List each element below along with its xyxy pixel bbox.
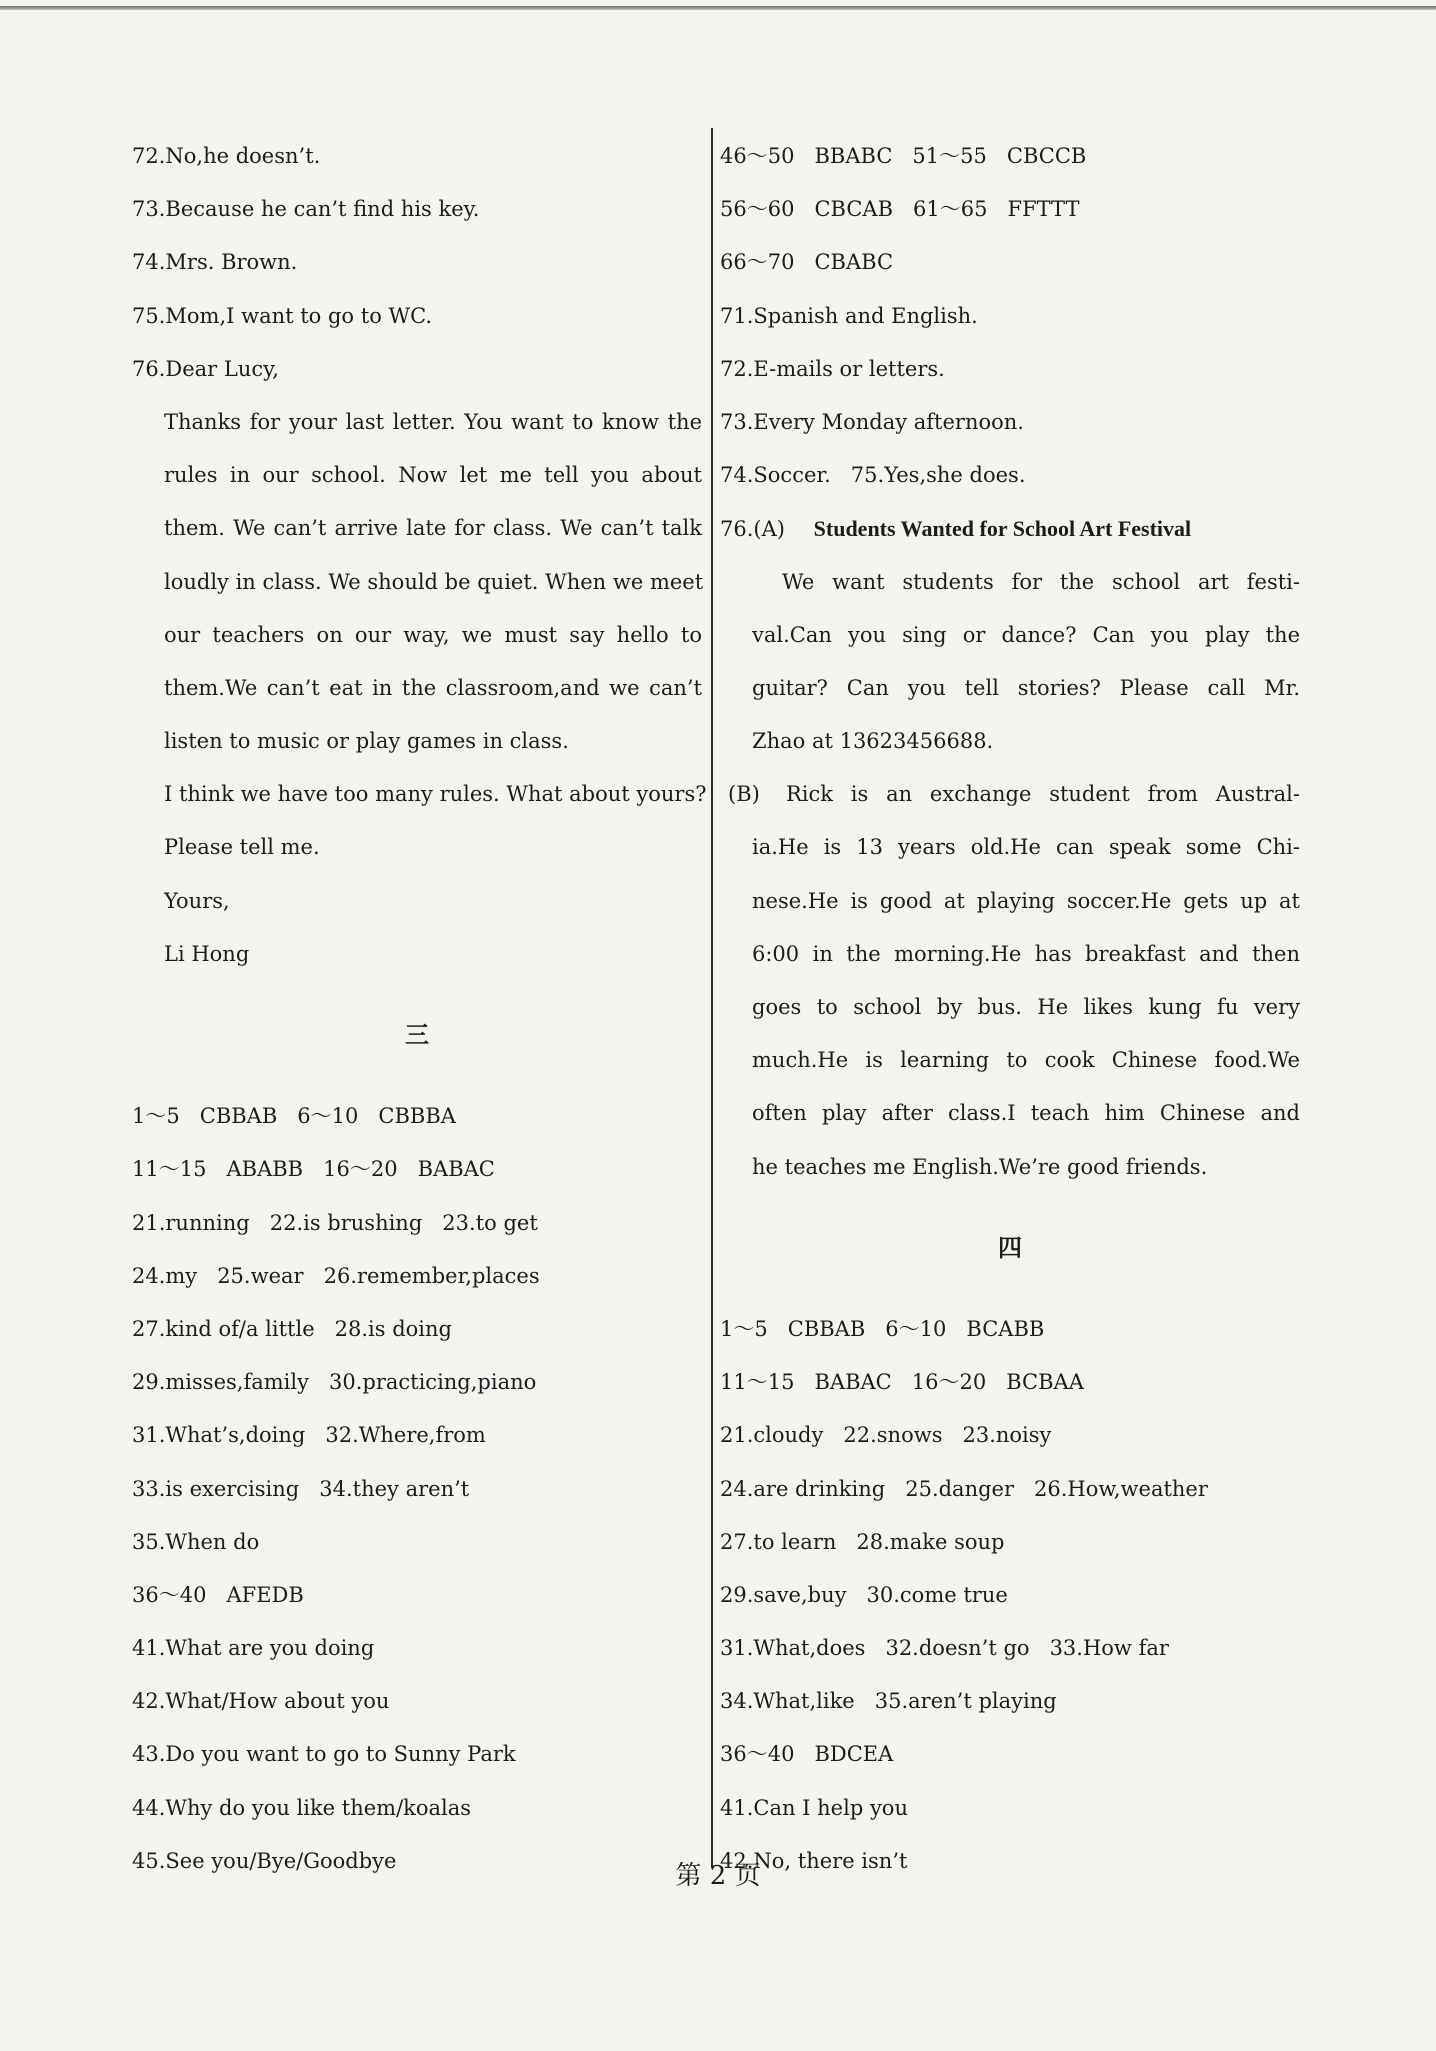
- answer-line: 41.Can I help you: [720, 1795, 908, 1820]
- answer-line: 73.Because he can’t find his key.: [132, 197, 480, 222]
- answer-line: 21.running 22.is brushing 23.to get: [132, 1210, 538, 1235]
- passage-line: he teaches me English.We’re good friends.: [752, 1154, 1208, 1179]
- answer-line: 74.Soccer. 75.Yes,she does.: [720, 463, 1026, 488]
- section-title: 三: [405, 1021, 429, 1049]
- letter-line: loudly in class. We should be quiet. When we meet: [164, 569, 704, 594]
- passage-b-heading: [720, 768, 1300, 821]
- answer-line: 72.No,he doesn’t.: [132, 144, 321, 168]
- passage-line: goes to school by bus. He likes kung fu very: [752, 995, 1300, 1019]
- passage-line: Zhao at 13623456688.: [752, 729, 994, 754]
- letter-line: Thanks for your last letter. You want to know the: [164, 409, 702, 434]
- letter-line: them. We can’t arrive late for class. We can’t talk: [164, 516, 702, 541]
- answer-line: 34.What,like 35.aren’t playing: [720, 1689, 1057, 1714]
- answer-line: 66～70 CBABC: [720, 250, 894, 275]
- answer-line: 21.cloudy 22.snows 23.noisy: [720, 1423, 1052, 1448]
- letter-line: Please tell me.: [164, 835, 320, 860]
- right-column: [720, 130, 1300, 1888]
- section-title: 四: [998, 1233, 1022, 1262]
- answer-line: 41.What are you doing: [132, 1636, 375, 1661]
- passage-line: Rick is an exchange student from Austral-: [786, 782, 1300, 807]
- answer-line: 31.What,does 32.doesn’t go 33.How far: [720, 1636, 1169, 1661]
- answer-line: 45.See you/Bye/Goodbye: [132, 1848, 397, 1873]
- answer-line: 31.What’s,doing 32.Where,from: [132, 1423, 486, 1448]
- passage-line: much.He is learning to cook Chinese food.We: [752, 1048, 1300, 1073]
- letter-line: Li Hong: [164, 941, 250, 966]
- answer-line: 1～5 CBBAB 6～10 BCABB: [720, 1316, 1045, 1341]
- page-number: 第 2 页: [675, 1861, 761, 1891]
- top-border-line: [0, 6, 1436, 10]
- letter-line: I think we have too many rules. What about yours?: [164, 782, 707, 807]
- answer-line: 24.are drinking 25.danger 26.How,weather: [720, 1476, 1208, 1501]
- answer-line: 11～15 BABAC 16～20 BCBAA: [720, 1370, 1084, 1395]
- passage-line: often play after class.I teach him Chinese and: [752, 1101, 1300, 1126]
- answer-line: 56～60 CBCAB 61～65 FFTTT: [720, 197, 1080, 222]
- passage-a-title: Students Wanted for School Art Festival: [813, 516, 1192, 542]
- letter-line: our teachers on our way, we must say hello to: [164, 622, 702, 647]
- passage-line: nese.He is good at playing soccer.He gets up at: [752, 888, 1300, 913]
- passage-line: We want students for the school art festi-: [782, 569, 1300, 594]
- answer-line: 36～40 AFEDB: [132, 1582, 304, 1607]
- letter-line: Yours,: [164, 888, 230, 913]
- passage-a-heading: [720, 502, 1300, 555]
- answer-line: 71.Spanish and English.: [720, 303, 978, 328]
- passage-b-label: (B): [728, 782, 760, 807]
- answer-line: 42.No, there isn’t: [720, 1848, 908, 1873]
- passage-line: val.Can you sing or dance? Can you play the: [752, 622, 1300, 647]
- passage-a-label: 76.(A): [720, 517, 785, 542]
- answer-line: 44.Why do you like them/koalas: [132, 1795, 472, 1820]
- answer-line: 75.Mom,I want to go to WC.: [132, 303, 433, 328]
- letter-line: them.We can’t eat in the classroom,and we can’t: [164, 675, 702, 700]
- answer-line: 46～50 BBABC 51～55 CBCCB: [720, 144, 1087, 168]
- answer-line: 72.E-mails or letters.: [720, 356, 945, 381]
- left-column: [132, 130, 707, 1888]
- answer-line: 29.misses,family 30.practicing,piano: [132, 1370, 537, 1395]
- answer-line: 27.to learn 28.make soup: [720, 1529, 1005, 1554]
- answer-line: 33.is exercising 34.they aren’t: [132, 1476, 470, 1501]
- answer-line: 73.Every Monday afternoon.: [720, 409, 1024, 434]
- letter-line: rules in our school. Now let me tell you about: [164, 463, 702, 488]
- answer-line: 43.Do you want to go to Sunny Park: [132, 1742, 516, 1767]
- answer-line: 36～40 BDCEA: [720, 1742, 894, 1767]
- answer-line: 24.my 25.wear 26.remember,places: [132, 1263, 540, 1288]
- answer-line: 11～15 ABABB 16～20 BABAC: [132, 1157, 495, 1182]
- passage-line: 6:00 in the morning.He has breakfast and then: [752, 941, 1300, 966]
- answer-line: 76.Dear Lucy,: [132, 356, 279, 381]
- answer-line: 29.save,buy 30.come true: [720, 1582, 1008, 1607]
- answer-line: 74.Mrs. Brown.: [132, 250, 298, 275]
- answer-line: 35.When do: [132, 1529, 260, 1554]
- answer-line: 1～5 CBBAB 6～10 CBBBA: [132, 1104, 456, 1129]
- answer-line: 27.kind of/a little 28.is doing: [132, 1316, 452, 1341]
- passage-line: ia.He is 13 years old.He can speak some Chi-: [752, 835, 1300, 860]
- column-divider: [711, 128, 713, 1868]
- passage-line: guitar? Can you tell stories? Please call Mr.: [752, 675, 1300, 700]
- letter-line: listen to music or play games in class.: [164, 729, 569, 754]
- answer-line: 42.What/How about you: [132, 1689, 390, 1714]
